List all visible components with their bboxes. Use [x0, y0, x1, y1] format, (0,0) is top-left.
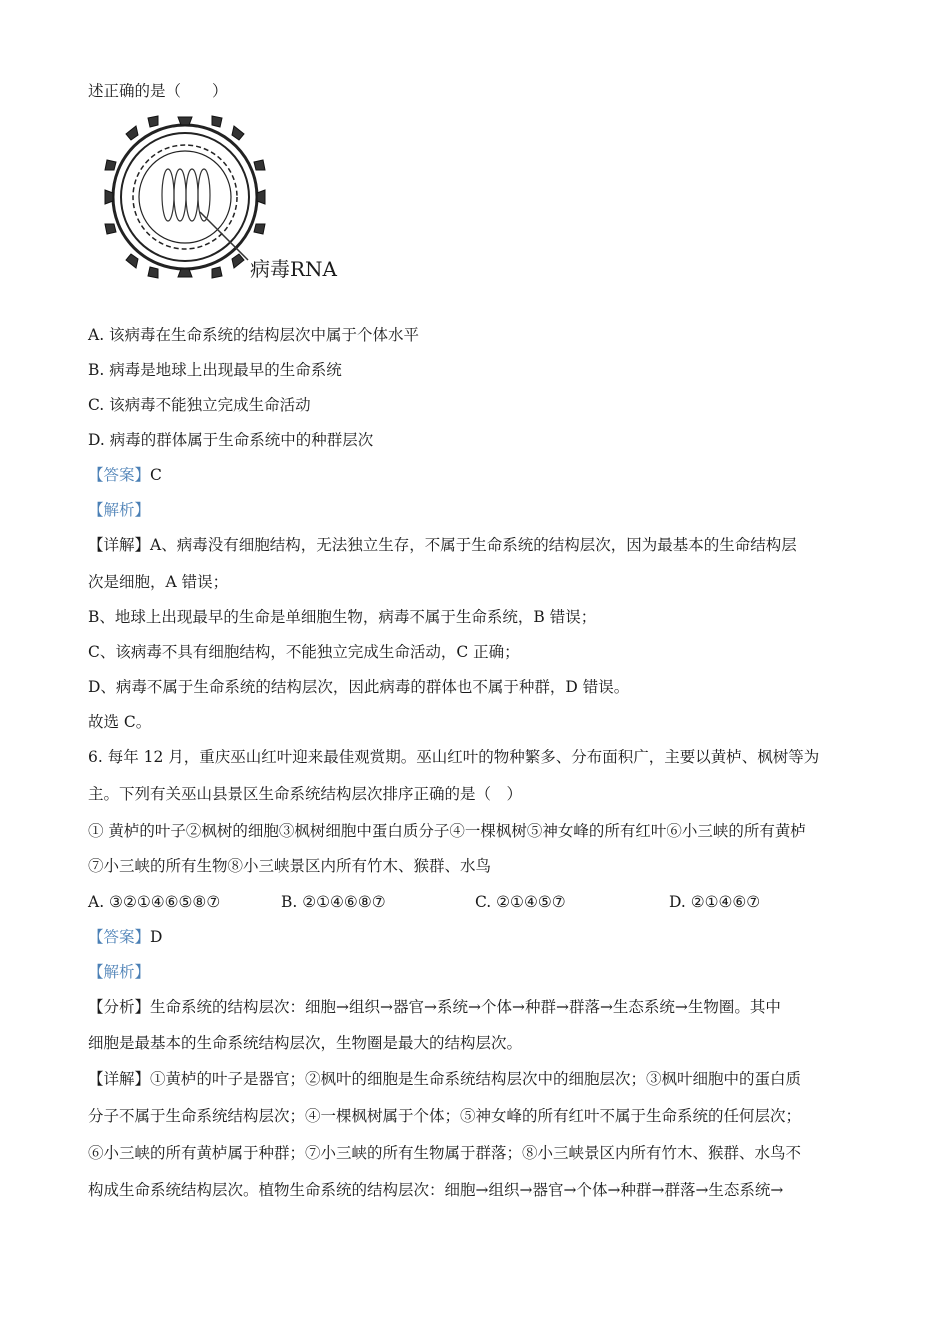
detail-tag: 【详解】	[88, 1070, 151, 1088]
figure-label: 病毒RNA	[250, 257, 338, 281]
detail-text: ①黄栌的叶子是器官；②枫叶的细胞是生命系统结构层次中的细胞层次；③枫叶细胞中的蛋白质	[150, 1070, 802, 1088]
detail-tag: 【详解】	[88, 536, 151, 554]
option-d: D. 病毒的群体属于生命系统中的种群层次	[88, 431, 374, 449]
q6-detail-line: ⑥小三峡的所有黄栌属于种群；⑦小三峡的所有生物属于群落；⑧小三峡景区内所有竹木、猴群、水鸟不	[88, 1144, 802, 1162]
answer-line	[88, 464, 878, 486]
q6-option-b: B. ②①④⑥⑧⑦	[281, 893, 386, 911]
q6-option-c: C. ②①④⑤⑦	[475, 893, 566, 911]
analysis-tag: 【解析】	[88, 501, 151, 519]
answer-value: D	[150, 928, 163, 946]
q6-option-a: A. ③②①④⑥⑤⑧⑦	[88, 893, 221, 911]
q6-stem-line: 6. 每年 12 月，重庆巫山红叶迎来最佳观赏期。巫山红叶的物种繁多、分布面积广，主要以黄栌、枫树等为	[88, 748, 820, 766]
q6-detail-line	[88, 1068, 878, 1090]
q6-analysis-tag: 【解析】	[88, 963, 151, 981]
detail-line: C、该病毒不具有细胞结构，不能独立完成生命活动，C 正确；	[88, 643, 520, 661]
answer-value: C	[150, 466, 162, 484]
q6-option-d: D. ②①④⑥⑦	[669, 893, 761, 911]
q6-analysis-line	[88, 996, 878, 1018]
analysis-lead-tag: 【分析】	[88, 998, 151, 1016]
analysis-text: 生命系统的结构层次：细胞→组织→器官→系统→个体→种群→群落→生态系统→生物圈。其中	[150, 998, 781, 1016]
answer-tag: 【答案】	[88, 928, 151, 946]
question-stem-tail: 述正确的是（ ）	[88, 82, 228, 100]
q6-detail-line: 构成生命系统结构层次。植物生命系统的结构层次：细胞→组织→器官→个体→种群→群落→生态系统→	[88, 1181, 784, 1199]
q6-items-line: ① 黄栌的叶子②枫树的细胞③枫树细胞中蛋白质分子④一棵枫树⑤神女峰的所有红叶⑥小三峡的所有黄栌	[88, 822, 806, 840]
detail-line: 次是细胞，A 错误；	[88, 573, 229, 591]
detail-text: A、病毒没有细胞结构，无法独立生存，不属于生命系统的结构层次，因为最基本的生命结构层	[150, 536, 797, 554]
option-c: C. 该病毒不能独立完成生命活动	[88, 396, 311, 414]
option-a: A. 该病毒在生命系统的结构层次中属于个体水平	[88, 326, 420, 344]
detail-line	[88, 534, 878, 556]
q6-answer-line	[88, 926, 878, 948]
answer-tag: 【答案】	[88, 466, 151, 484]
q6-analysis-line: 细胞是最基本的生命系统结构层次，生物圈是最大的结构层次。	[88, 1034, 523, 1052]
q6-stem-line: 主。下列有关巫山县景区生命系统结构层次排序正确的是（ ）	[88, 785, 523, 803]
conclusion-line: 故选 C。	[88, 713, 152, 731]
detail-line: D、病毒不属于生命系统的结构层次，因此病毒的群体也不属于种群，D 错误。	[88, 678, 630, 696]
option-b: B. 病毒是地球上出现最早的生命系统	[88, 361, 342, 379]
q6-detail-line: 分子不属于生命系统结构层次；④一棵枫树属于个体；⑤神女峰的所有红叶不属于生命系统的任何层次；	[88, 1107, 802, 1125]
detail-line: B、地球上出现最早的生命是单细胞生物，病毒不属于生命系统，B 错误；	[88, 608, 597, 626]
q6-items-line: ⑦小三峡的所有生物⑧小三峡景区内所有竹木、猴群、水鸟	[88, 857, 492, 875]
